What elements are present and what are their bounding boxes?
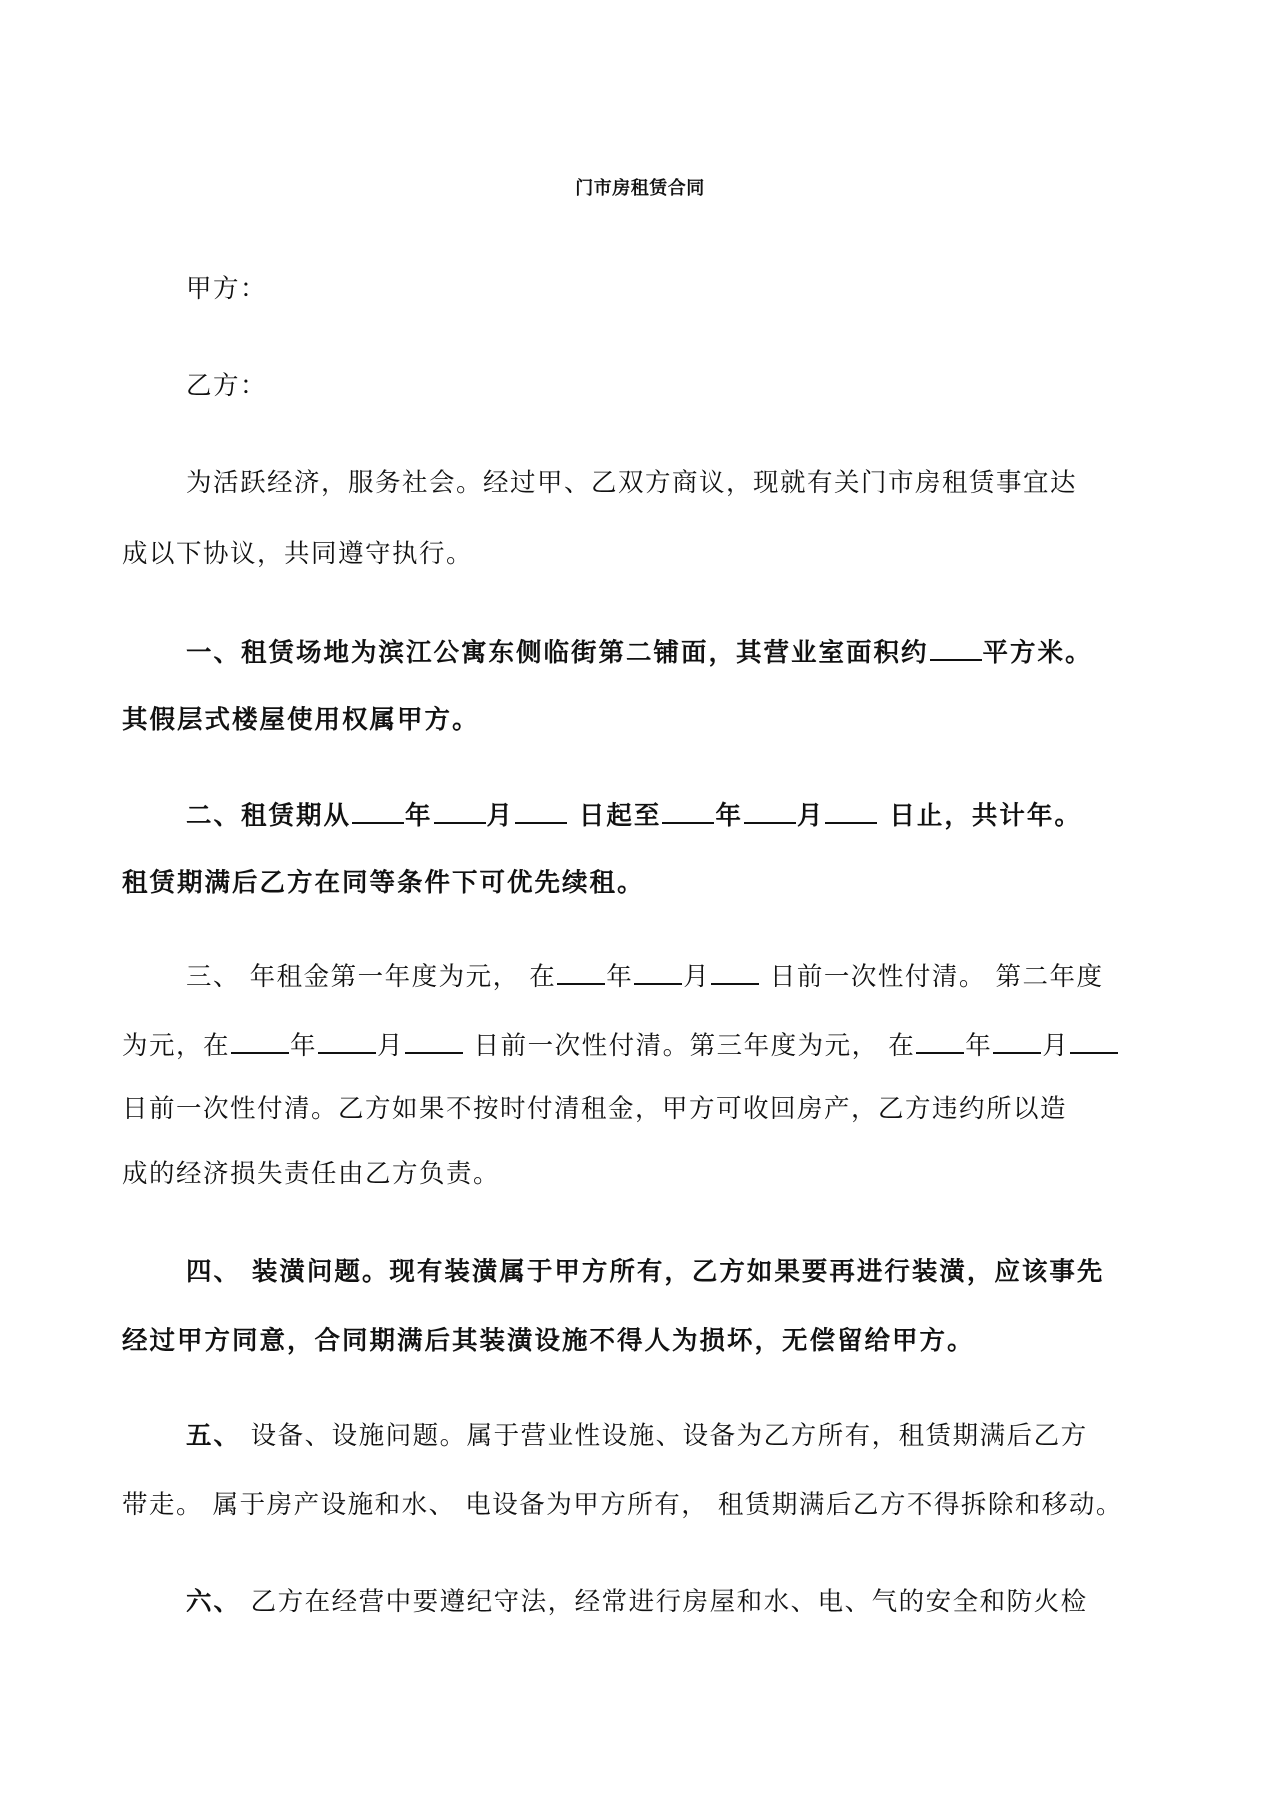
- end-month-blank[interactable]: [744, 796, 796, 824]
- start-year-blank[interactable]: [352, 796, 404, 824]
- clause-6-number: 六、: [186, 1587, 242, 1617]
- rent3-month-blank[interactable]: [993, 1026, 1041, 1054]
- clause-5-number: 五、: [186, 1421, 242, 1451]
- month-label: 月: [796, 801, 825, 831]
- clause-2-text-a: 二、租赁期从: [186, 801, 352, 831]
- party-a-label: 甲方：: [186, 274, 268, 304]
- clause-4-line-2: 经过甲方同意，合同期满后其装潢设施不得人为损坏，无偿留给甲方。: [122, 1326, 975, 1356]
- clause-3-line-2: [122, 1026, 1182, 1063]
- clause-1-text-b: 平方米。: [982, 638, 1093, 668]
- rent1-day-blank[interactable]: [711, 957, 759, 985]
- area-blank[interactable]: [930, 633, 982, 661]
- month-label: 月: [486, 801, 515, 831]
- month-label: 月: [1042, 1031, 1070, 1061]
- day-to-label: 日止，共计年。: [878, 801, 1082, 831]
- rent3-year-blank[interactable]: [916, 1026, 964, 1054]
- clause-3-text-c: 为元，在: [122, 1031, 231, 1061]
- intro-line-2: 成以下协议，共同遵守执行。: [122, 539, 474, 569]
- clause-3-line-4: 成的经济损失责任由乙方负责。: [122, 1159, 501, 1189]
- rent3-day-blank[interactable]: [1070, 1026, 1118, 1054]
- day-from-label: 日起至: [568, 801, 662, 831]
- clause-5-text-1: 设备、设施问题。属于营业性设施、设备为乙方所有，租赁期满后乙方: [241, 1421, 1088, 1451]
- year-label: 年: [405, 801, 433, 831]
- clause-1-text-a: 一、租赁场地为滨江公寓东侧临街第二铺面，其营业室面积约: [186, 638, 929, 668]
- start-day-blank[interactable]: [515, 796, 567, 824]
- clause-3-line-1: [186, 957, 1246, 994]
- clause-6-line-1: [186, 1585, 1246, 1619]
- clause-5-line-1: [186, 1419, 1246, 1453]
- month-label: 月: [377, 1031, 405, 1061]
- clause-6-text-1: 乙方在经营中要遵纪守法，经常进行房屋和水、电、气的安全和防火检: [241, 1587, 1088, 1617]
- clause-4-line-1: 四、 装潢问题。现有装潢属于甲方所有，乙方如果要再进行装潢，应该事先: [186, 1257, 1105, 1287]
- clause-1-line-1: [186, 633, 1246, 670]
- clause-3-text-d: 日前一次性付清。第三年度为元， 在: [464, 1031, 916, 1061]
- year-label: 年: [290, 1031, 318, 1061]
- end-day-blank[interactable]: [825, 796, 877, 824]
- month-label: 月: [683, 962, 711, 992]
- rent1-month-blank[interactable]: [634, 957, 682, 985]
- clause-3-line-3: 日前一次性付清。乙方如果不按时付清租金，甲方可收回房产，乙方违约所以造: [122, 1094, 1068, 1124]
- clause-3-text-a: 三、 年租金第一年度为元， 在: [186, 962, 557, 992]
- clause-2-line-2: 租赁期满后乙方在同等条件下可优先续租。: [122, 868, 645, 898]
- year-label: 年: [606, 962, 634, 992]
- clause-2-line-1: [186, 796, 1246, 833]
- start-month-blank[interactable]: [434, 796, 486, 824]
- intro-line-1: 为活跃经济，服务社会。经过甲、乙双方商议，现就有关门市房租赁事宜达: [186, 468, 1078, 498]
- clause-3-text-b: 日前一次性付清。 第二年度: [760, 962, 1104, 992]
- party-b-label: 乙方：: [186, 371, 268, 401]
- rent2-year-blank[interactable]: [231, 1026, 289, 1054]
- clause-1-line-2: 其假层式楼屋使用权属甲方。: [122, 705, 480, 735]
- year-label: 年: [715, 801, 743, 831]
- end-year-blank[interactable]: [662, 796, 714, 824]
- clause-5-line-2: 带走。 属于房产设施和水、 电设备为甲方所有， 租赁期满后乙方不得拆除和移动。: [122, 1490, 1123, 1520]
- document-title: 门市房租赁合同: [575, 178, 705, 199]
- rent1-year-blank[interactable]: [557, 957, 605, 985]
- year-label: 年: [965, 1031, 993, 1061]
- rent2-month-blank[interactable]: [318, 1026, 376, 1054]
- rent2-day-blank[interactable]: [405, 1026, 463, 1054]
